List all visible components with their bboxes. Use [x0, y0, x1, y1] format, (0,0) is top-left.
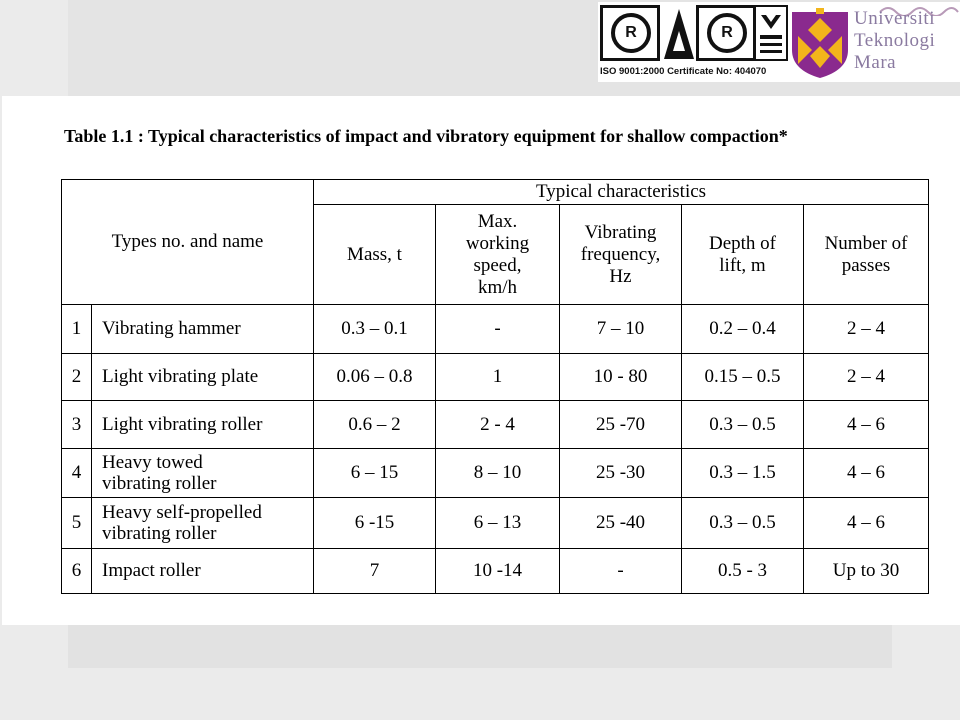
row-number: 6: [62, 549, 92, 594]
cell-mass: 0.06 – 0.8: [314, 354, 436, 401]
column-header-passes: [804, 205, 929, 305]
cell-mass: 7: [314, 549, 436, 594]
cell-speed: 8 – 10: [436, 449, 560, 498]
cell-mass: 0.3 – 0.1: [314, 305, 436, 354]
cell-speed: 1: [436, 354, 560, 401]
table-row: [62, 449, 929, 498]
equipment-name: Vibrating hammer: [92, 305, 314, 354]
cell-mass: 6 -15: [314, 498, 436, 549]
header-typical-characteristics: Typical characteristics: [314, 180, 929, 205]
uitm-crest-logo: [788, 6, 852, 80]
registered-mark-icon: [611, 13, 651, 53]
column-header-depth: [682, 205, 804, 305]
cell-passes: 4 – 6: [804, 401, 929, 449]
certification-logo-2: [696, 5, 756, 61]
certification-a-logo: [662, 5, 696, 61]
cell-mass: 6 – 15: [314, 449, 436, 498]
cell-depth: 0.15 – 0.5: [682, 354, 804, 401]
registered-mark-text: R: [625, 24, 637, 41]
cell-passes: 2 – 4: [804, 354, 929, 401]
university-name-line-2: Teknologi: [854, 30, 936, 51]
cell-passes: 4 – 6: [804, 498, 929, 549]
cell-passes: Up to 30: [804, 549, 929, 594]
table-row: [62, 549, 929, 594]
column-header-frequency: [560, 205, 682, 305]
column-header-depth-text: Depth of lift, m: [708, 232, 776, 276]
equipment-name: Light vibrating roller: [92, 401, 314, 449]
cell-frequency: 25 -40: [560, 498, 682, 549]
column-header-passes-text: Number of passes: [824, 232, 908, 276]
table-row: [62, 305, 929, 354]
university-name: [854, 8, 960, 74]
table-row: [62, 401, 929, 449]
cell-passes: 4 – 6: [804, 449, 929, 498]
row-number: 2: [62, 354, 92, 401]
cell-depth: 0.3 – 0.5: [682, 401, 804, 449]
equipment-name: Light vibrating plate: [92, 354, 314, 401]
header-types: Types no. and name: [62, 180, 314, 305]
cell-frequency: 10 - 80: [560, 354, 682, 401]
registered-mark-icon: [707, 13, 747, 53]
university-name-line-3: Mara: [854, 52, 897, 73]
equipment-name: Impact roller: [92, 549, 314, 594]
table-row: [62, 354, 929, 401]
equipment-name: [92, 449, 314, 498]
cell-speed: 10 -14: [436, 549, 560, 594]
cell-passes: 2 – 4: [804, 305, 929, 354]
row-number: 3: [62, 401, 92, 449]
column-header-speed-text: Max. working speed, km/h: [465, 210, 530, 298]
ukas-logo: [754, 5, 788, 61]
cell-speed: 6 – 13: [436, 498, 560, 549]
column-header-mass: Mass, t: [314, 205, 436, 305]
certification-logo-1: [600, 5, 660, 61]
cell-speed: -: [436, 305, 560, 354]
column-header-speed: [436, 205, 560, 305]
cell-frequency: 25 -30: [560, 449, 682, 498]
table-row: [62, 498, 929, 549]
equipment-name-text: Heavy self-propelled vibrating roller: [102, 502, 262, 544]
cell-mass: 0.6 – 2: [314, 401, 436, 449]
characteristics-table: [61, 179, 929, 594]
cell-depth: 0.3 – 0.5: [682, 498, 804, 549]
cell-speed: 2 - 4: [436, 401, 560, 449]
equipment-name: [92, 498, 314, 549]
cell-frequency: 7 – 10: [560, 305, 682, 354]
header-row-group: [62, 180, 929, 205]
cell-depth: 0.2 – 0.4: [682, 305, 804, 354]
row-number: 4: [62, 449, 92, 498]
background-band-bottom: [68, 625, 892, 668]
row-number: 5: [62, 498, 92, 549]
registered-mark-text: R: [721, 24, 733, 41]
cell-depth: 0.3 – 1.5: [682, 449, 804, 498]
university-name-line-1: Universiti: [854, 8, 935, 29]
table-title: Table 1.1 : Typical characteristics of impact and vibratory equipment for shallow compaction*: [64, 126, 788, 146]
row-number: 1: [62, 305, 92, 354]
cell-depth: 0.5 - 3: [682, 549, 804, 594]
cell-frequency: 25 -70: [560, 401, 682, 449]
certificate-caption: ISO 9001:2000 Certificate No: 404070: [600, 66, 767, 77]
column-header-frequency-text: Vibrating frequency, Hz: [580, 221, 661, 287]
cell-frequency: -: [560, 549, 682, 594]
equipment-name-text: Heavy towed vibrating roller: [102, 452, 217, 494]
header-logos: [598, 2, 960, 82]
